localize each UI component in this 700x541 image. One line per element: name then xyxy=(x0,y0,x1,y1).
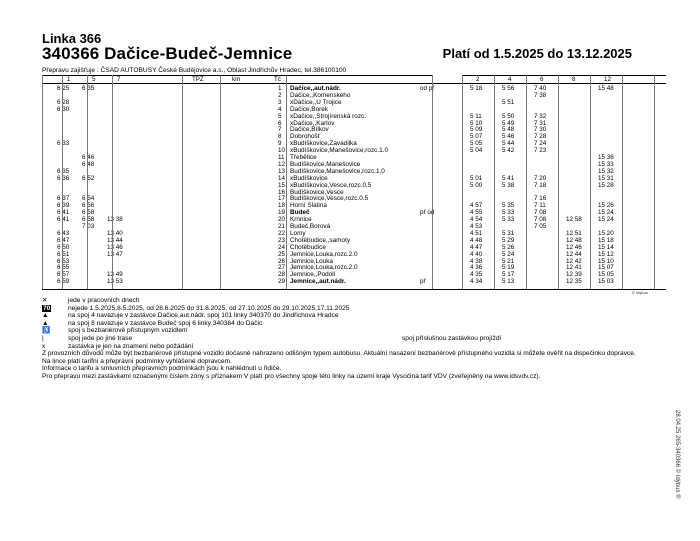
departure-time: 15 36 xyxy=(598,154,614,161)
stop-name: Budíškovice,Manešovice xyxy=(290,160,361,168)
stop-name: Chotěbudice,,samoty xyxy=(290,236,351,244)
trip-col-6: 6 xyxy=(540,76,544,83)
departure-time: 5 42 xyxy=(502,147,515,155)
departure-time: 15 12 xyxy=(598,250,614,258)
departure-time: 12 41 xyxy=(566,264,582,272)
stop-name: Budíškovice,Vesce xyxy=(290,188,344,196)
stop-name: Jemnice,Louka,rozc.2.0 xyxy=(290,264,358,272)
departure-time: 5 56 xyxy=(502,85,515,92)
departure-time: 5 26 xyxy=(502,243,515,251)
trip-col-8: 8 xyxy=(572,76,576,83)
departure-time: 6 30 xyxy=(57,105,70,113)
stop-name: xDačice,,Karlov xyxy=(290,119,335,127)
trip-col-1: 1 xyxy=(67,76,71,83)
departure-time: 6 28 xyxy=(57,98,70,106)
departure-time: 15 14 xyxy=(598,243,614,251)
stop-tc: 1 xyxy=(278,85,282,92)
departure-time: 15 07 xyxy=(598,264,614,272)
departure-time: 5 01 xyxy=(470,174,483,182)
departure-time: 4 38 xyxy=(470,257,483,265)
legend-text: spoj s bezbariérově přístupným vozidlem xyxy=(68,327,188,335)
departure-time: 13 47 xyxy=(107,250,123,258)
trip-col-5: 5 xyxy=(92,76,96,83)
stop-name: Dačice,,aut.nádr. xyxy=(290,85,341,92)
stop-tc: 12 xyxy=(278,160,286,168)
departure-time: 5 11 xyxy=(470,112,482,120)
departure-time: 4 48 xyxy=(470,236,483,244)
departure-time: 15 48 xyxy=(598,85,614,92)
stop-tc: 19 xyxy=(278,209,286,217)
departure-time: 7 08 xyxy=(534,216,547,224)
legend-text: spoj jede po jiné trase xyxy=(68,334,133,342)
departure-time: 4 54 xyxy=(470,216,483,224)
departure-time: 5 04 xyxy=(470,147,483,155)
departure-time: 6 54 xyxy=(82,195,95,203)
stop-name: Jemnice,Louka xyxy=(290,257,333,265)
operator: Přepravu zajišťuje : ČSAD AUTOBUSY České Budějovice a.s., Oblast Jindřichův Hradec, tel.386100100 xyxy=(42,67,347,74)
departure-time: 5 17 xyxy=(502,271,515,279)
validity: Platí od 1.5.2025 do 13.12.2025 xyxy=(442,46,632,61)
stop-tc: 24 xyxy=(278,243,286,251)
departure-time: 6 47 xyxy=(57,236,70,244)
departure-time: 6 59 xyxy=(57,278,70,286)
departure-time: 5 18 xyxy=(470,85,483,92)
departure-time: 6 52 xyxy=(82,174,95,182)
departure-time: 13 44 xyxy=(107,236,123,244)
departure-time: 13 53 xyxy=(107,278,123,286)
stop-name: Budíškovice,Vesce,rozc.0.5 xyxy=(290,195,369,203)
departure-time: 4 53 xyxy=(470,223,483,230)
stop-tc: 14 xyxy=(278,174,286,182)
departure-time: 6 46 xyxy=(82,154,95,161)
legend-item xyxy=(42,335,652,343)
stop-name: xBudíškovice,Vesce,rozc.0.5 xyxy=(290,181,372,189)
stop-tc: 7 xyxy=(278,126,282,134)
column-divider xyxy=(42,75,43,289)
stop-tc: 6 xyxy=(278,119,282,127)
departure-time: 12 46 xyxy=(566,243,582,251)
departure-time: 12 35 xyxy=(566,278,582,286)
departure-time: 5 24 xyxy=(502,250,515,258)
departure-time: 4 34 xyxy=(470,278,483,286)
departure-time: 6 58 xyxy=(82,216,95,224)
departure-time: 5 29 xyxy=(502,236,515,244)
stop-tc: 13 xyxy=(278,167,286,175)
column-divider xyxy=(622,75,623,289)
stop-tc: 11 xyxy=(278,154,285,161)
trip-col-4: 4 xyxy=(508,76,512,83)
stop-name: xBudíškovice xyxy=(290,174,328,182)
stop-name: xDačice,,Strojírenská rozc. xyxy=(290,112,367,120)
departure-time: 5 41 xyxy=(502,174,515,182)
stop-name: Horní Slatina xyxy=(290,202,327,210)
stop-tc: 20 xyxy=(278,216,286,224)
departure-time: 15 33 xyxy=(598,160,614,168)
departure-time: 4 47 xyxy=(470,243,483,251)
departure-time: 7 24 xyxy=(534,140,547,148)
stop-name: xDačice,,U Trojice xyxy=(290,98,342,106)
stop-name: Jemnice,,aut.nádr. xyxy=(290,278,346,286)
departure-time: 6 25 xyxy=(57,85,70,92)
legend-text: nejede 1.5.2025,8.5.2025, od 28.6.2025 do 31.8.2025, od 27.10.2025 do 29.10.2025,17.11.2025 xyxy=(68,304,350,312)
stop-name: Chotěbudice xyxy=(290,243,326,251)
stop-name: Dobrohošť xyxy=(290,133,321,141)
departure-time: 12 48 xyxy=(566,236,582,244)
col-km: km xyxy=(232,76,241,83)
legend-text: Z provozních důvodů může být bezbariérově přístupné vozidlo dočasně nahrazeno odlišným typem autobusu. Aktuální nasazení bezbariérově přístupného vozidla si můžete ověřit na dispečinku dopravce. xyxy=(42,350,636,358)
departure-time: 6 35 xyxy=(57,167,70,175)
stop-name: xBudíškovice,Zavadilka xyxy=(290,140,357,148)
departure-time: 7 11 xyxy=(534,202,546,210)
departure-time: 7 20 xyxy=(534,174,547,182)
departure-time: 13 49 xyxy=(107,271,123,279)
departure-time: 12 39 xyxy=(566,271,582,279)
stop-tc: 16 xyxy=(278,188,286,196)
departure-time: 7 28 xyxy=(534,133,547,141)
line-number: Linka 366 xyxy=(42,31,102,46)
departure-time: 5 51 xyxy=(502,98,515,106)
column-divider xyxy=(654,75,655,289)
arrival-departure-mark: od př xyxy=(420,85,435,92)
departure-time: 7 38 xyxy=(534,91,547,99)
departure-time: 15 05 xyxy=(598,271,614,279)
departure-time: 6 33 xyxy=(57,140,70,148)
column-divider xyxy=(462,75,463,289)
departure-time: 6 35 xyxy=(82,85,95,92)
departure-time: 5 31 xyxy=(502,229,515,237)
departure-time: 13 38 xyxy=(107,216,123,224)
column-divider xyxy=(286,75,287,289)
departure-time: 15 26 xyxy=(598,202,614,210)
departure-time: 4 36 xyxy=(470,264,483,272)
departure-time: 6 43 xyxy=(57,229,70,237)
departure-time: 5 21 xyxy=(502,257,515,265)
legend-symbol: ♿ xyxy=(42,327,51,335)
stop-name: Budeč xyxy=(290,209,310,217)
departure-time: 15 31 xyxy=(598,174,614,182)
legend-item xyxy=(42,297,652,305)
column-divider xyxy=(220,75,221,289)
route-title: 340366 Dačice-Budeč-Jemnice xyxy=(42,44,293,63)
departure-time: 6 48 xyxy=(82,160,95,168)
departure-time: 5 46 xyxy=(502,133,515,141)
legend-symbol: x xyxy=(42,342,46,350)
column-divider xyxy=(494,75,495,289)
legend-item xyxy=(42,358,652,366)
departure-time: 7 23 xyxy=(534,147,547,155)
legend xyxy=(42,297,652,381)
departure-time: 12 44 xyxy=(566,250,582,258)
stop-name: Třebětice xyxy=(290,154,317,161)
departure-time: 15 28 xyxy=(598,181,614,189)
stop-name: Lomy xyxy=(290,229,306,237)
departure-time: 5 13 xyxy=(502,278,515,286)
departure-time: 15 10 xyxy=(598,257,614,265)
stop-tc: 18 xyxy=(278,202,286,210)
departure-time: 5 48 xyxy=(502,126,515,134)
legend-text: Na lince platí tarifní a přepravní podmínky vyhlášené dopravcem. xyxy=(42,357,232,365)
legend-symbol: ✕ xyxy=(42,297,48,304)
departure-time: 6 41 xyxy=(57,216,70,224)
departure-time: 7 32 xyxy=(534,112,547,120)
departure-time: 7 16 xyxy=(534,195,547,203)
departure-time: 4 51 xyxy=(470,229,483,237)
departure-time: 6 36 xyxy=(57,174,70,182)
departure-time: 15 24 xyxy=(598,209,614,217)
departure-time: 6 41 xyxy=(57,209,70,217)
column-divider xyxy=(432,75,433,289)
departure-time: 13 46 xyxy=(107,243,123,251)
legend-item xyxy=(42,312,652,320)
column-divider xyxy=(526,75,527,289)
departure-time: 7 18 xyxy=(534,181,547,189)
arrival-departure-mark: př od xyxy=(420,209,435,217)
departure-time: 6 57 xyxy=(57,271,70,279)
stop-name: xBudíškovice,Manešovice,rozc.1.0 xyxy=(290,147,389,155)
departure-time: 6 50 xyxy=(57,243,70,251)
departure-time: 6 56 xyxy=(82,202,95,210)
legend-text: na spoj 4 navazuje v zastávce Dačice,aut.nádr. spoj 101 linky 340370 do Jindřichova Hradce xyxy=(68,312,339,320)
legend-symbol: 70 xyxy=(43,304,51,312)
legend-item xyxy=(42,373,652,381)
departure-time: 12 51 xyxy=(566,229,582,237)
departure-time: 12 58 xyxy=(566,216,582,224)
departure-time: 4 35 xyxy=(470,271,483,279)
stop-tc: 9 xyxy=(278,140,282,148)
col-tc: Tč xyxy=(274,76,281,83)
legend-item xyxy=(42,350,652,358)
stop-tc: 28 xyxy=(278,271,286,279)
departure-time: 4 55 xyxy=(470,209,483,217)
legend-symbol: | xyxy=(42,334,44,342)
departure-time: 7 05 xyxy=(534,223,547,230)
legend-symbol: ▲ xyxy=(42,312,49,320)
departure-time: 7 40 xyxy=(534,85,547,92)
departure-time: 12 42 xyxy=(566,257,582,265)
stop-tc: 17 xyxy=(278,195,286,203)
departure-time: 5 50 xyxy=(502,112,515,120)
legend-text: zastávka je jen na znamení nebo požádání xyxy=(68,342,194,350)
stop-tc: 21 xyxy=(278,223,286,230)
legend-item xyxy=(42,320,652,328)
departure-time: 5 35 xyxy=(502,202,515,210)
column-divider xyxy=(87,75,88,289)
stop-tc: 2 xyxy=(278,91,282,99)
column-divider xyxy=(182,75,183,289)
stop-tc: 3 xyxy=(278,98,282,106)
stop-tc: 26 xyxy=(278,257,286,265)
departure-time: 5 44 xyxy=(502,140,515,148)
departure-time: 5 07 xyxy=(470,133,483,141)
legend-symbol: ▲ xyxy=(42,319,49,327)
departure-time: 15 03 xyxy=(598,278,614,286)
column-divider xyxy=(62,75,63,289)
departure-time: 5 09 xyxy=(470,126,483,134)
departure-time: 7 08 xyxy=(534,209,547,217)
stop-tc: 23 xyxy=(278,236,286,244)
departure-time: 4 57 xyxy=(470,202,483,210)
arrival-departure-mark: př xyxy=(420,278,426,286)
side-text: 28.04.25 265-340366 © Idýbus ® xyxy=(674,410,680,499)
stop-tc: 29 xyxy=(278,278,286,286)
legend-item xyxy=(42,305,652,313)
departure-time: 6 53 xyxy=(57,257,70,265)
departure-time: 6 51 xyxy=(57,250,70,258)
departure-time: 6 55 xyxy=(57,264,70,272)
stop-name: Dačice,Borek xyxy=(290,105,329,113)
legend-item xyxy=(42,365,652,373)
stop-name: Budíškovice,Manešovice,rozc.1.0 xyxy=(290,167,385,175)
column-divider xyxy=(558,75,559,289)
departure-time: 5 33 xyxy=(502,209,515,217)
timetable xyxy=(42,75,666,290)
legend-text: Pro přepravu mezi zastávkami označenými číslem zóny s příznakem V platí pro všechny spoje této linky na území kraje Vysočina tarif VDV (zveřejněný na www.idsvdv.cz). xyxy=(42,372,541,380)
departure-time: 15 24 xyxy=(598,216,614,224)
departure-time: 15 32 xyxy=(598,167,614,175)
departure-time: 5 10 xyxy=(470,119,483,127)
col-tpz: TPZ xyxy=(192,76,204,83)
stop-tc: 27 xyxy=(278,264,286,272)
departure-time: 7 30 xyxy=(534,126,547,134)
stop-tc: 22 xyxy=(278,229,286,237)
departure-time: 5 33 xyxy=(502,216,515,224)
departure-time: 6 37 xyxy=(57,195,70,203)
stop-name: Jemnice,Louka,rozc.2.0 xyxy=(290,250,358,258)
trip-col-2: 2 xyxy=(476,76,480,83)
departure-time: 5 38 xyxy=(502,181,515,189)
departure-time: 6 58 xyxy=(82,209,95,217)
departure-time: 15 20 xyxy=(598,229,614,237)
stop-name: Krnnice xyxy=(290,216,312,224)
legend-item xyxy=(42,327,652,335)
stop-name: Jemnice,,Podolí xyxy=(290,271,336,279)
departure-time: 7 31 xyxy=(534,119,547,127)
legend-text: na spoj 8 navazuje v zastávce Budeč spoj 6 linky 340364 do Dačic xyxy=(68,319,263,327)
stop-name: Dačice,,Komenského xyxy=(290,91,351,99)
departure-time: 15 18 xyxy=(598,236,614,244)
legend-extra: spoj příslušnou zastávkou projíždí xyxy=(402,334,502,342)
stop-tc: 4 xyxy=(278,105,282,113)
stop-tc: 10 xyxy=(278,147,286,155)
stop-name: Budeč,Borová xyxy=(290,223,331,230)
stop-name: Dačice,Bílkov xyxy=(290,126,329,134)
departure-time: 13 40 xyxy=(107,229,123,237)
legend-text: Informace o tarifu a smluvních přepravních podmínkách jsou k nahlédnutí u řidiče. xyxy=(42,365,282,373)
legend-text: jede v pracovních dnech xyxy=(68,297,140,304)
stop-tc: 15 xyxy=(278,181,286,189)
departure-time: 4 40 xyxy=(470,250,483,258)
departure-time: 6 39 xyxy=(57,202,70,210)
column-divider xyxy=(590,75,591,289)
departure-time: 5 19 xyxy=(502,264,515,272)
departure-time: 5 05 xyxy=(470,140,483,148)
column-divider xyxy=(112,75,113,289)
stop-tc: 8 xyxy=(278,133,282,141)
departure-time: 5 00 xyxy=(470,181,483,189)
trip-col-7: 7 xyxy=(117,76,121,83)
departure-time: 5 49 xyxy=(502,119,515,127)
departure-time: 7 03 xyxy=(82,223,95,230)
trip-col-12: 12 xyxy=(604,76,611,83)
stop-tc: 25 xyxy=(278,250,286,258)
corner-note: © Idýbus xyxy=(632,290,648,295)
stop-tc: 5 xyxy=(278,112,282,120)
